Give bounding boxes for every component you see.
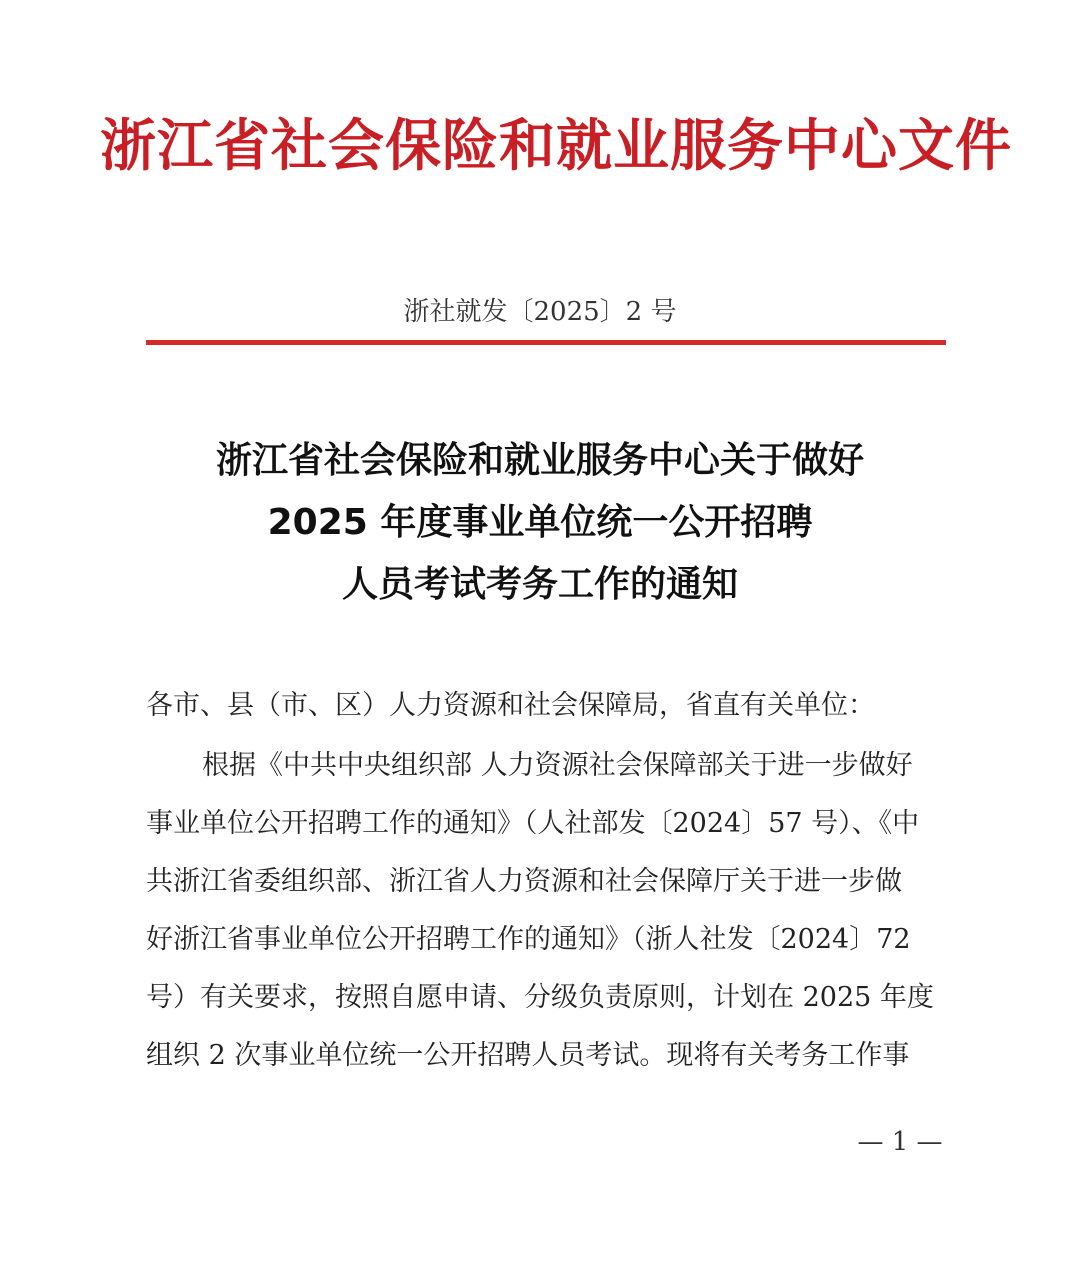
body-line-6: 组织 2 次事业单位统一公开招聘人员考试。现将有关考务工作事	[146, 1040, 910, 1071]
salutation: 各市、县（市、区）人力资源和社会保障局，省直有关单位：	[146, 690, 875, 721]
body-line-5: 号）有关要求，按照自愿申请、分级负责原则，计划在 2025 年度	[146, 982, 934, 1013]
body-line-1: 根据《中共中央组织部 人力资源社会保障部关于进一步做好	[202, 750, 913, 781]
document-number: 浙社就发〔2025〕2 号	[403, 297, 677, 327]
red-divider-line	[146, 340, 946, 345]
notice-title-line-3: 人员考试考务工作的通知	[341, 564, 738, 605]
page-number: — 1 —	[857, 1127, 943, 1157]
body-line-4: 好浙江省事业单位公开招聘工作的通知》（浙人社发〔2024〕72	[146, 924, 911, 955]
body-line-3: 共浙江省委组织部、浙江省人力资源和社会保障厅关于进一步做	[146, 866, 902, 897]
body-line-2: 事业单位公开招聘工作的通知》（人社部发〔2024〕57 号）、《中	[146, 808, 920, 839]
notice-title-line-2: 2025 年度事业单位统一公开招聘	[267, 502, 813, 543]
masthead-title: 浙江省社会保险和就业服务中心文件	[100, 114, 1012, 179]
notice-title-line-1: 浙江省社会保险和就业服务中心关于做好	[215, 440, 864, 481]
